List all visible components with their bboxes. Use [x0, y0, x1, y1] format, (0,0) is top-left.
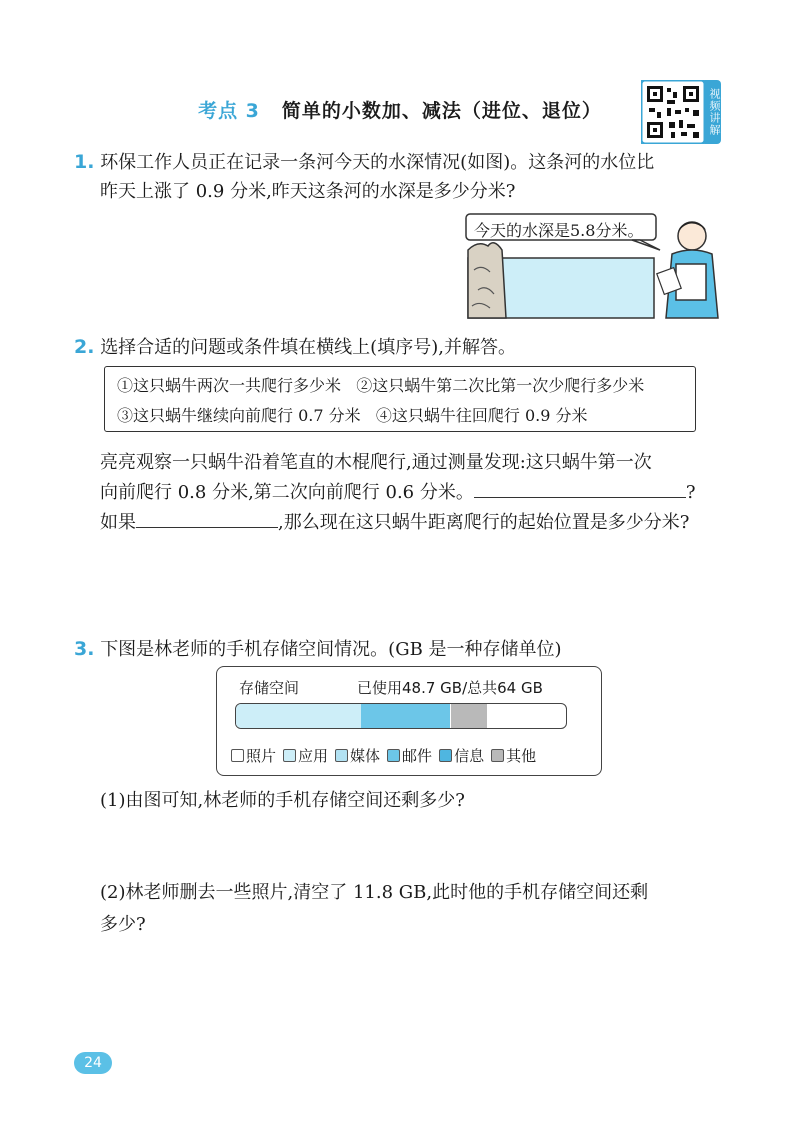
- q3-sub-1: (1)由图可知,林老师的手机存储空间还剩多少?: [100, 790, 465, 811]
- qr-code-icon: [641, 80, 705, 144]
- legend-item: [283, 745, 328, 766]
- legend-item: [491, 745, 536, 766]
- q2-para-2: [100, 478, 696, 508]
- speech-bubble-text: 今天的水深是5.8分米。: [474, 221, 644, 240]
- q3-line-1: [74, 634, 562, 665]
- options-row-1: [117, 373, 644, 396]
- legend-label: 应用: [298, 747, 329, 765]
- storage-bar: [235, 703, 567, 729]
- q2-para-3: [100, 508, 689, 538]
- qr-caption: 视频讲解: [705, 80, 721, 144]
- legend-label: 媒体: [350, 747, 381, 765]
- storage-bar-segment-1: [236, 704, 361, 728]
- q2-para-1: 亮亮观察一只蜗牛沿着笔直的木棍爬行,通过测量发现:这只蜗牛第一次: [100, 452, 652, 473]
- q2-para-3-end: ,那么现在这只蜗牛距离爬行的起始位置是多少分米?: [278, 512, 690, 533]
- legend-item: [387, 745, 432, 766]
- q3-number: 3.: [74, 638, 95, 660]
- option-2: ②这只蜗牛第二次比第一次少爬行多少米: [356, 376, 645, 395]
- legend-item: [439, 745, 484, 766]
- q3-sub-2-line-1: (2)林老师删去一些照片,清空了 11.8 GB,此时他的手机存储空间还剩: [100, 882, 649, 903]
- qr-code[interactable]: [641, 80, 721, 144]
- q1-line-2: 昨天上涨了 0.9 分米,昨天这条河的水深是多少分米?: [100, 181, 516, 202]
- legend-swatch: [231, 749, 244, 762]
- section-tag: 考点 3: [198, 100, 260, 122]
- section-heading: 简单的小数加、减法（进位、退位）: [281, 100, 602, 122]
- q2-number: 2.: [74, 336, 95, 358]
- legend-swatch: [283, 749, 296, 762]
- storage-legend: [231, 745, 543, 766]
- river-illustration: [460, 210, 724, 324]
- q1-line-1: [74, 147, 654, 178]
- legend-swatch: [387, 749, 400, 762]
- options-row-2: [117, 403, 588, 426]
- q2-para-3-start: 如果: [100, 512, 136, 533]
- q1-number: 1.: [74, 151, 95, 173]
- storage-usage: 已使用48.7 GB/总共64 GB: [357, 679, 543, 697]
- legend-item: [335, 745, 380, 766]
- q2-instruction: 选择合适的问题或条件填在横线上(填序号),并解答。: [100, 337, 516, 358]
- legend-item: [231, 745, 276, 766]
- legend-swatch: [491, 749, 504, 762]
- q2-line-1: [74, 332, 516, 363]
- option-3: ③这只蜗牛继续向前爬行 0.7 分米: [117, 406, 361, 425]
- q2-para-2-text: 向前爬行 0.8 分米,第二次向前爬行 0.6 分米。: [100, 482, 474, 503]
- option-4: ④这只蜗牛往回爬行 0.9 分米: [375, 406, 588, 425]
- legend-label: 其他: [506, 747, 537, 765]
- q3-sub-2-line-2: 多少?: [100, 914, 146, 935]
- storage-panel: [216, 666, 602, 776]
- storage-bar-segment-3: [451, 704, 487, 728]
- legend-label: 照片: [246, 747, 277, 765]
- options-box: [104, 366, 696, 432]
- page-number: 24: [74, 1052, 112, 1074]
- condition-blank[interactable]: [136, 509, 278, 528]
- q1-text-1: 环保工作人员正在记录一条河今天的水深情况(如图)。这条河的水位比: [100, 152, 655, 173]
- legend-label: 信息: [454, 747, 485, 765]
- legend-swatch: [335, 749, 348, 762]
- q3-intro: 下图是林老师的手机存储空间情况。(GB 是一种存储单位): [100, 639, 562, 660]
- legend-swatch: [439, 749, 452, 762]
- option-1: ①这只蜗牛两次一共爬行多少米: [117, 376, 342, 395]
- storage-bar-segment-2: [361, 704, 450, 728]
- legend-label: 邮件: [402, 747, 433, 765]
- question-blank[interactable]: [474, 479, 686, 498]
- storage-label: 存储空间: [239, 679, 300, 697]
- q2-para-2-end: ?: [685, 482, 696, 503]
